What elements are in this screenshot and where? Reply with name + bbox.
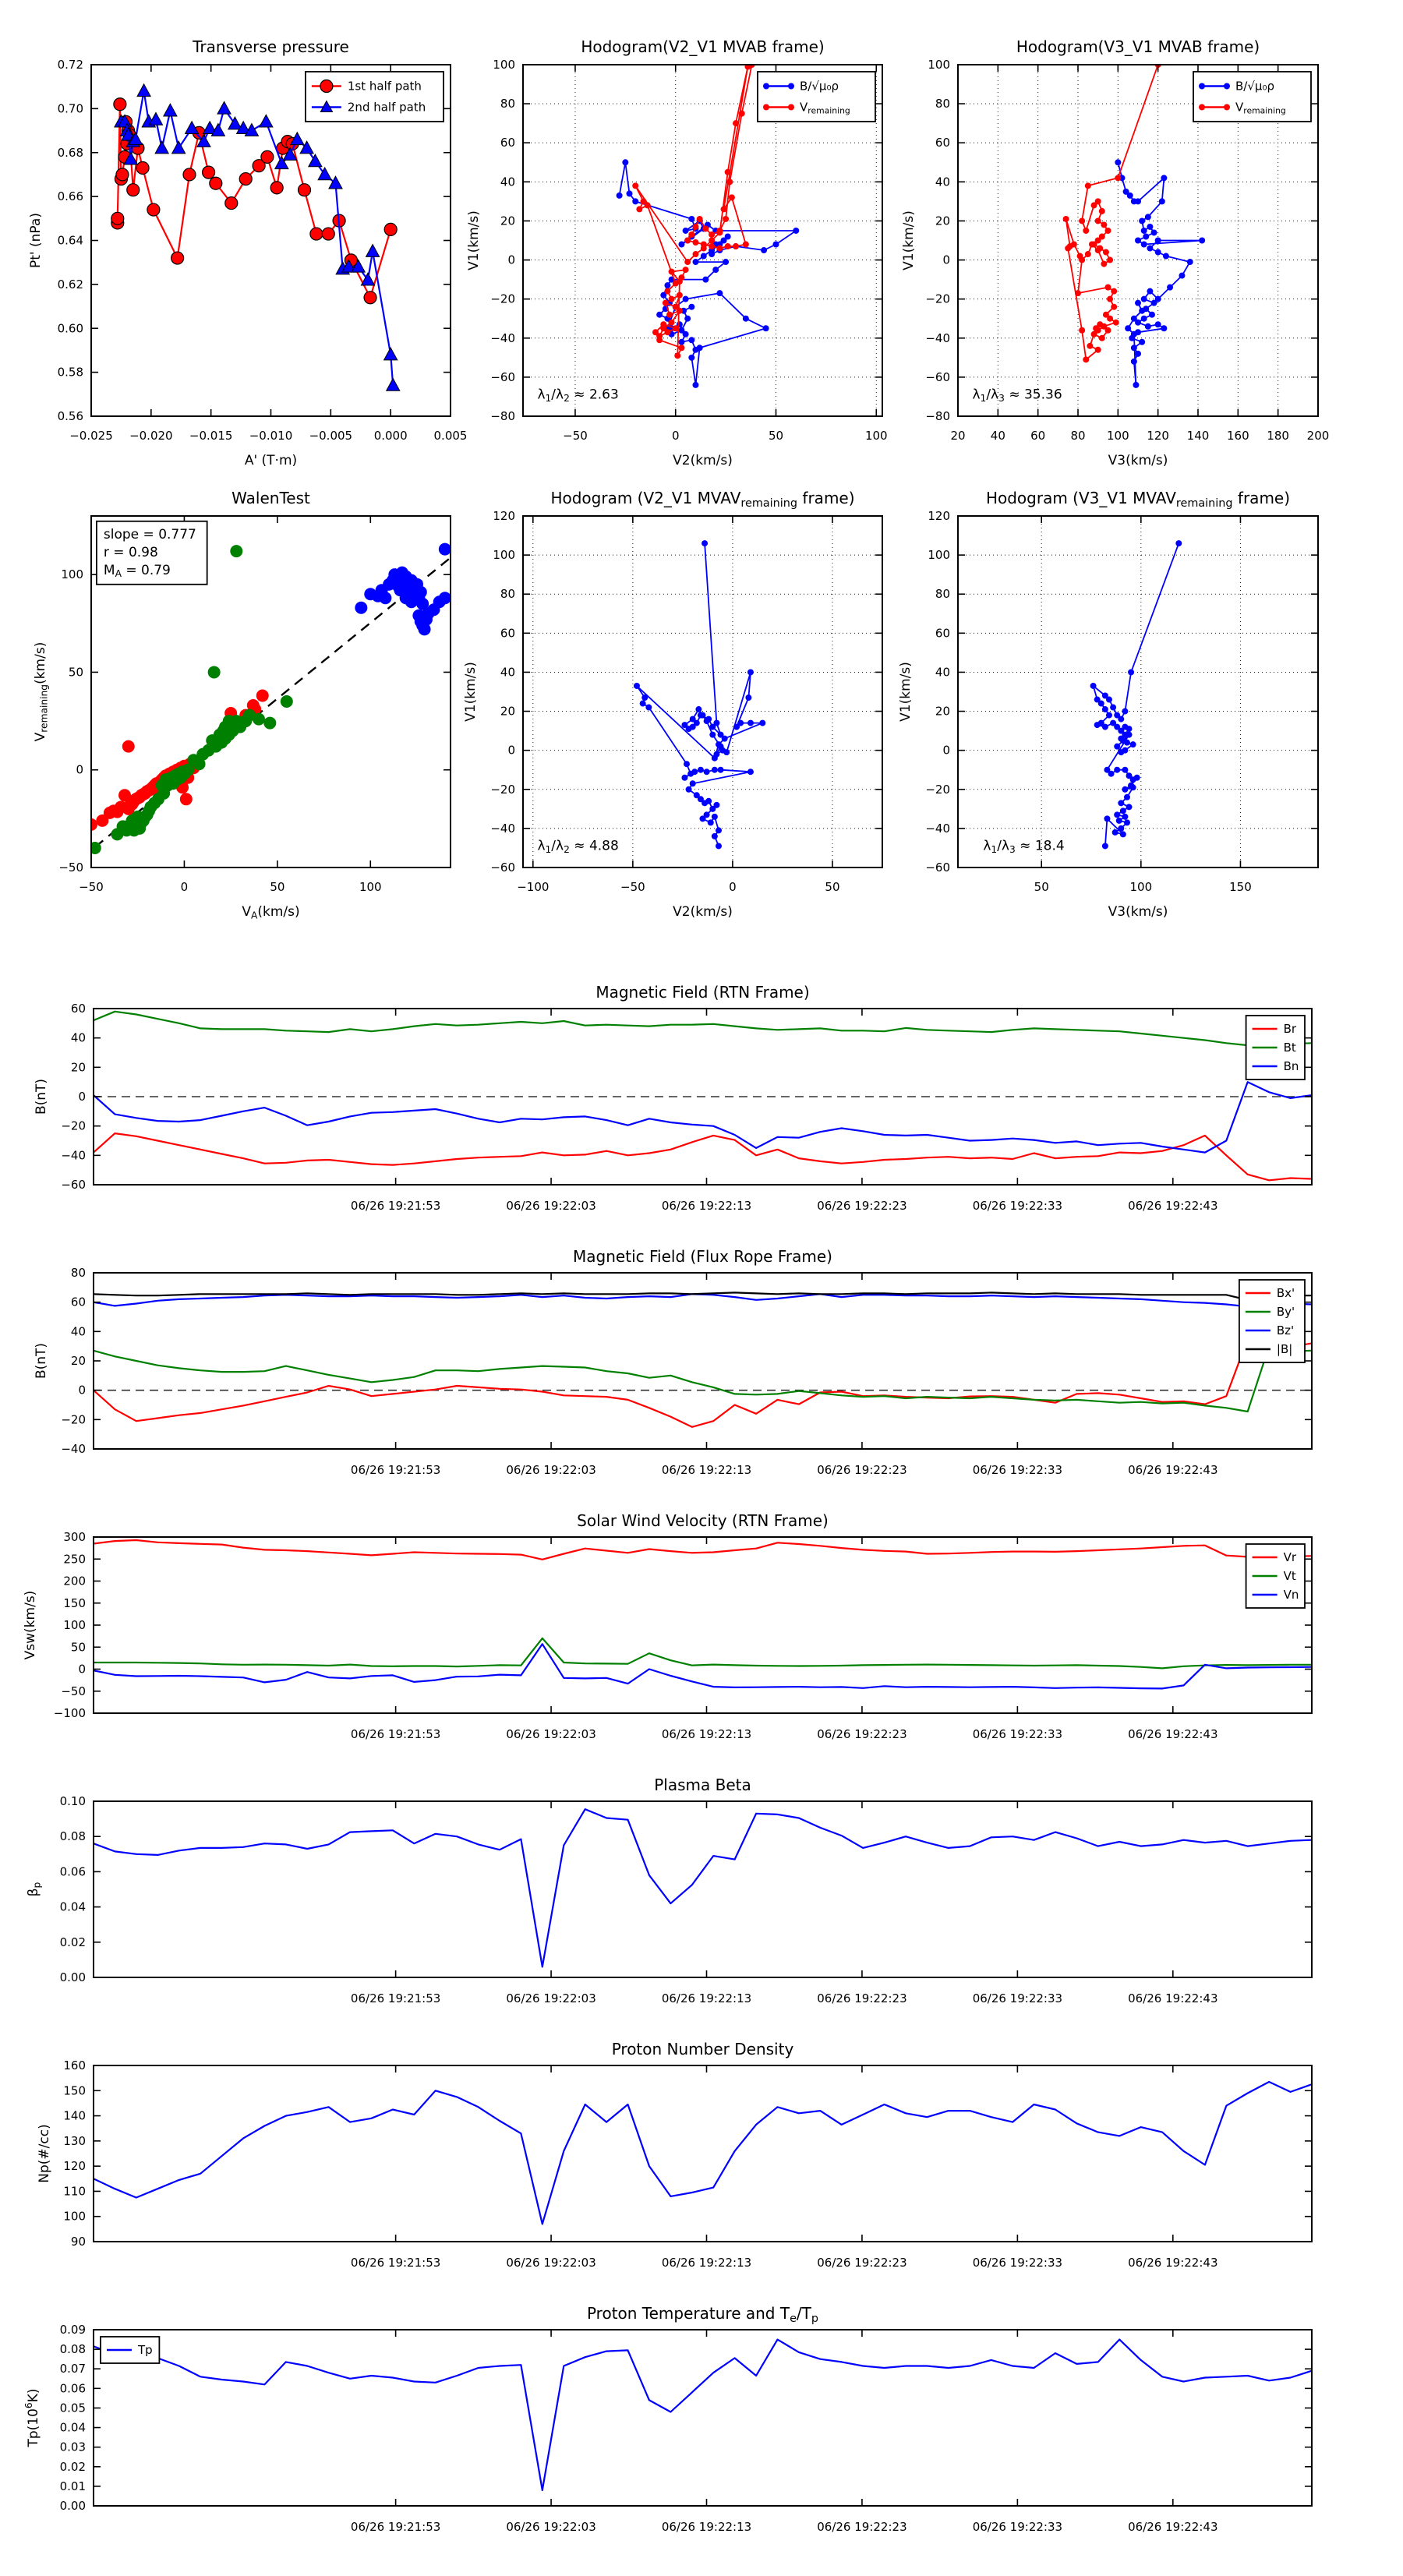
y-axis-label: $Tp(10^6K)$ <box>23 2388 41 2447</box>
svg-text:60: 60 <box>935 136 950 150</box>
svg-text:120: 120 <box>1147 429 1169 443</box>
svg-text:Bx': Bx' <box>1276 1286 1295 1300</box>
svg-text:20: 20 <box>950 429 966 443</box>
svg-text:06/26 19:22:43: 06/26 19:22:43 <box>1128 2520 1218 2534</box>
series-group <box>634 540 765 849</box>
svg-text:−40: −40 <box>490 821 515 836</box>
svg-text:80: 80 <box>935 97 950 111</box>
series-Tp <box>94 2340 1312 2490</box>
series-Vt <box>94 1638 1312 1669</box>
svg-text:2nd half path: 2nd half path <box>347 100 426 115</box>
panel-title: Magnetic Field (Flux Rope Frame) <box>573 1247 832 1266</box>
y-axis-label: V1(km/s) <box>466 210 482 270</box>
svg-text:100: 100 <box>359 880 382 894</box>
svg-text:120: 120 <box>493 509 515 523</box>
series-group <box>82 543 456 858</box>
svg-text:06/26 19:22:33: 06/26 19:22:33 <box>972 1199 1063 1213</box>
panel-magnetic-field-flux-rope <box>34 1247 1312 1477</box>
svg-text:06/26 19:22:03: 06/26 19:22:03 <box>506 1463 596 1477</box>
svg-text:−40: −40 <box>61 1148 86 1163</box>
svg-text:06/26 19:22:23: 06/26 19:22:23 <box>817 1199 907 1213</box>
svg-text:06/26 19:22:03: 06/26 19:22:03 <box>506 1199 596 1213</box>
svg-text:80: 80 <box>500 97 515 111</box>
svg-text:0.08: 0.08 <box>59 2342 86 2357</box>
y-axis-label: V1(km/s) <box>463 662 479 722</box>
y-axis-label: Vsw(km/s) <box>23 1590 38 1660</box>
svg-text:06/26 19:22:23: 06/26 19:22:23 <box>817 2520 907 2534</box>
svg-text:20: 20 <box>70 1060 86 1075</box>
svg-text:By': By' <box>1276 1305 1295 1319</box>
svg-text:Vt: Vt <box>1283 1569 1296 1583</box>
svg-text:06/26 19:22:43: 06/26 19:22:43 <box>1128 1991 1218 2005</box>
svg-text:50: 50 <box>1034 880 1049 894</box>
svg-text:140: 140 <box>1186 429 1210 443</box>
x-axis-label: V2(km/s) <box>673 904 733 920</box>
svg-text:0.08: 0.08 <box>59 1829 86 1844</box>
svg-text:0.72: 0.72 <box>57 58 83 72</box>
svg-text:0: 0 <box>78 1383 86 1398</box>
panel-walen-test <box>33 489 456 921</box>
svg-text:0.00: 0.00 <box>59 1970 86 1984</box>
svg-text:−20: −20 <box>925 782 950 797</box>
svg-text:06/26 19:22:13: 06/26 19:22:13 <box>661 2256 752 2270</box>
panel-magnetic-field-rtn <box>34 983 1312 1213</box>
svg-text:0: 0 <box>507 253 515 267</box>
svg-text:100: 100 <box>61 567 83 582</box>
svg-text:100: 100 <box>1107 429 1129 443</box>
svg-text:100: 100 <box>493 58 515 72</box>
svg-text:06/26 19:22:43: 06/26 19:22:43 <box>1128 1199 1218 1213</box>
series-Vrem <box>635 65 751 355</box>
svg-text:150: 150 <box>1229 880 1252 894</box>
legend <box>1193 72 1311 122</box>
svg-text:100: 100 <box>63 2209 86 2224</box>
panel-title: Proton Number Density <box>611 2040 794 2058</box>
svg-text:40: 40 <box>935 665 950 680</box>
svg-text:0: 0 <box>78 1090 86 1104</box>
markers-B <box>617 159 800 388</box>
legend <box>101 2337 159 2363</box>
svg-text:−0.010: −0.010 <box>249 429 293 443</box>
svg-text:−60: −60 <box>61 1178 86 1192</box>
svg-text:06/26 19:21:53: 06/26 19:21:53 <box>350 2256 441 2270</box>
panel-title: Plasma Beta <box>654 1776 751 1794</box>
annotation: $\lambda_1/\lambda_3 \approx 35.36$ <box>972 387 1062 404</box>
ticks <box>94 2330 1312 2506</box>
svg-text:130: 130 <box>63 2133 86 2148</box>
ticks <box>94 1801 1312 1977</box>
svg-text:0: 0 <box>78 1662 86 1677</box>
svg-text:250: 250 <box>63 1552 86 1567</box>
svg-text:0.68: 0.68 <box>57 145 83 160</box>
svg-text:200: 200 <box>63 1574 86 1588</box>
svg-text:B/√μ₀ρ: B/√μ₀ρ <box>800 79 839 94</box>
svg-text:100: 100 <box>864 429 888 443</box>
ticks <box>958 516 1318 868</box>
series-Bx' <box>94 1339 1312 1427</box>
svg-text:06/26 19:22:33: 06/26 19:22:33 <box>972 1463 1063 1477</box>
svg-text:−40: −40 <box>925 330 950 345</box>
svg-text:0: 0 <box>507 743 515 758</box>
svg-text:0.02: 0.02 <box>59 2459 86 2474</box>
series-beta <box>94 1809 1312 1966</box>
svg-text:−60: −60 <box>490 860 515 875</box>
svg-text:06/26 19:22:23: 06/26 19:22:23 <box>817 1727 907 1741</box>
svg-text:200: 200 <box>1306 429 1330 443</box>
svg-text:0: 0 <box>180 880 189 894</box>
legend <box>1246 1544 1305 1608</box>
svg-text:40: 40 <box>990 429 1005 443</box>
svg-text:0.09: 0.09 <box>59 2323 86 2337</box>
svg-text:100: 100 <box>1129 880 1153 894</box>
series-By' <box>94 1346 1312 1412</box>
y-axis-label: Pt' (nPa) <box>28 213 44 268</box>
panel-title: Transverse pressure <box>193 37 349 56</box>
svg-text:06/26 19:22:33: 06/26 19:22:33 <box>972 1991 1063 2005</box>
svg-text:−50: −50 <box>79 880 104 894</box>
svg-text:20: 20 <box>935 214 950 228</box>
panel-transverse-pressure <box>28 37 467 468</box>
svg-text:−50: −50 <box>58 860 83 875</box>
svg-text:300: 300 <box>63 1530 86 1544</box>
svg-text:40: 40 <box>70 1324 86 1339</box>
svg-text:06/26 19:22:03: 06/26 19:22:03 <box>506 2256 596 2270</box>
panel-proton-temperature <box>23 2304 1312 2534</box>
svg-text:−80: −80 <box>925 409 950 423</box>
annotation: $\lambda_1/\lambda_2 \approx 2.63$ <box>537 387 619 404</box>
svg-text:110: 110 <box>63 2184 86 2199</box>
svg-text:0: 0 <box>76 762 83 777</box>
series-group <box>1090 540 1182 849</box>
legend <box>306 72 444 122</box>
panel-title: Hodogram(V2_V1 MVAB frame) <box>581 37 825 56</box>
svg-text:06/26 19:22:13: 06/26 19:22:13 <box>661 1991 752 2005</box>
svg-text:40: 40 <box>500 665 515 680</box>
panel-title: WalenTest <box>231 489 310 507</box>
grid <box>958 516 1318 868</box>
markers-Vrem <box>632 62 755 359</box>
panel-plasma-beta <box>26 1776 1312 2005</box>
svg-text:90: 90 <box>70 2235 86 2249</box>
svg-text:−60: −60 <box>490 369 515 384</box>
svg-text:−60: −60 <box>925 369 950 384</box>
series-group <box>1063 62 1206 388</box>
svg-text:Bz': Bz' <box>1276 1323 1295 1337</box>
svg-text:06/26 19:22:33: 06/26 19:22:33 <box>972 1727 1063 1741</box>
svg-text:06/26 19:21:53: 06/26 19:21:53 <box>350 2520 441 2534</box>
svg-text:60: 60 <box>935 626 950 641</box>
svg-text:60: 60 <box>500 626 515 641</box>
svg-text:06/26 19:22:13: 06/26 19:22:13 <box>661 1199 752 1213</box>
svg-text:50: 50 <box>70 1640 86 1655</box>
series-group <box>94 2082 1312 2224</box>
svg-text:0.62: 0.62 <box>57 277 83 292</box>
svg-text:−0.015: −0.015 <box>189 429 233 443</box>
y-axis-label: $V_{remaining}(km/s)$ <box>33 641 50 742</box>
svg-text:60: 60 <box>70 1002 86 1016</box>
svg-text:Vremaining: $V_{remaining}$ <box>800 100 850 116</box>
x-axis-label: V2(km/s) <box>673 453 733 468</box>
x-axis-label: A' (T·m) <box>244 453 298 468</box>
svg-text:0: 0 <box>942 253 950 267</box>
markers-blue <box>355 543 451 636</box>
svg-text:−20: −20 <box>490 782 515 797</box>
svg-text:80: 80 <box>935 587 950 602</box>
svg-text:160: 160 <box>63 2058 86 2072</box>
svg-text:100: 100 <box>928 548 950 563</box>
svg-text:0.05: 0.05 <box>59 2401 86 2415</box>
svg-text:0.03: 0.03 <box>59 2440 86 2454</box>
svg-text:160: 160 <box>1227 429 1249 443</box>
svg-text:0: 0 <box>671 429 680 443</box>
svg-text:−100: −100 <box>53 1706 86 1720</box>
svg-text:Vr: Vr <box>1283 1550 1297 1564</box>
svg-text:60: 60 <box>1030 429 1046 443</box>
svg-text:80: 80 <box>70 1266 86 1280</box>
svg-text:0.07: 0.07 <box>59 2362 86 2376</box>
svg-text:0.00: 0.00 <box>59 2499 86 2513</box>
svg-text:0.04: 0.04 <box>59 2420 86 2435</box>
svg-text:Bt: Bt <box>1283 1041 1296 1055</box>
svg-text:1st half path: 1st half path <box>347 79 422 94</box>
grid <box>523 516 882 868</box>
panel-title: Hodogram (V2_V1 $MVAV_{remaining}$ frame) <box>550 489 855 510</box>
svg-text:0.64: 0.64 <box>57 233 83 248</box>
series-Vr <box>94 1540 1312 1560</box>
series-Br <box>94 1133 1312 1180</box>
svg-text:60: 60 <box>70 1295 86 1309</box>
svg-text:0.04: 0.04 <box>59 1899 86 1914</box>
svg-text:−50: −50 <box>620 880 645 894</box>
svg-text:−20: −20 <box>490 292 515 306</box>
svg-text:0: 0 <box>729 880 737 894</box>
svg-text:20: 20 <box>500 704 515 719</box>
svg-text:40: 40 <box>70 1030 86 1045</box>
svg-text:−100: −100 <box>517 880 550 894</box>
series-group <box>94 1012 1312 1181</box>
svg-text:0.66: 0.66 <box>57 189 83 204</box>
svg-text:MA = 0.79: $M_A = 0.79$ <box>103 562 171 580</box>
svg-text:slope = 0.777: slope = 0.777 <box>103 526 196 542</box>
svg-text:20: 20 <box>935 704 950 719</box>
series-Np <box>94 2082 1312 2224</box>
series-Bz' <box>94 1294 1312 1306</box>
svg-text:60: 60 <box>500 136 515 150</box>
svg-text:0.000: 0.000 <box>373 429 408 443</box>
svg-text:r = 0.98: r = 0.98 <box>103 544 158 560</box>
svg-text:06/26 19:22:33: 06/26 19:22:33 <box>972 2256 1063 2270</box>
series-group <box>94 1809 1312 1966</box>
svg-text:Tp: Tp <box>138 2343 153 2357</box>
legend <box>1246 1016 1305 1080</box>
svg-text:06/26 19:22:43: 06/26 19:22:43 <box>1128 2256 1218 2270</box>
svg-text:06/26 19:22:23: 06/26 19:22:23 <box>817 2256 907 2270</box>
annotation: $\lambda_1/\lambda_2 \approx 4.88$ <box>537 838 619 855</box>
series-group <box>94 1540 1312 1688</box>
svg-text:06/26 19:22:13: 06/26 19:22:13 <box>661 1727 752 1741</box>
legend <box>758 72 875 122</box>
svg-text:80: 80 <box>500 587 515 602</box>
svg-text:Br: Br <box>1283 1022 1297 1036</box>
panel-proton-number-density <box>37 2040 1312 2270</box>
markers-B <box>1115 159 1205 388</box>
svg-text:06/26 19:22:13: 06/26 19:22:13 <box>661 1463 752 1477</box>
panel-hodogram-v3v1-mvav <box>898 489 1318 920</box>
panel-title: Hodogram (V3_V1 $MVAV_{remaining}$ frame) <box>985 489 1291 510</box>
svg-text:100: 100 <box>493 548 515 563</box>
svg-text:06/26 19:22:03: 06/26 19:22:03 <box>506 1991 596 2005</box>
svg-text:−40: −40 <box>925 821 950 836</box>
svg-text:06/26 19:22:13: 06/26 19:22:13 <box>661 2520 752 2534</box>
panel-hodogram-v3v1-mvab <box>901 37 1329 468</box>
svg-text:Vremaining: $V_{remaining}$ <box>1235 100 1286 116</box>
svg-text:06/26 19:22:43: 06/26 19:22:43 <box>1128 1727 1218 1741</box>
y-axis-label: B(nT) <box>34 1342 49 1380</box>
plot-frame <box>94 2065 1312 2242</box>
svg-text:120: 120 <box>928 509 950 523</box>
panel-title: Magnetic Field (RTN Frame) <box>595 983 810 1002</box>
series-Vrem <box>1066 65 1158 359</box>
svg-text:B/√μ₀ρ: B/√μ₀ρ <box>1235 79 1274 94</box>
y-axis-label: V1(km/s) <box>901 210 917 270</box>
svg-text:06/26 19:22:03: 06/26 19:22:03 <box>506 1727 596 1741</box>
svg-text:−0.025: −0.025 <box>69 429 113 443</box>
plot-frame <box>94 1537 1312 1713</box>
panel-solar-wind-velocity <box>23 1511 1312 1741</box>
svg-text:−20: −20 <box>61 1412 86 1427</box>
svg-text:−80: −80 <box>490 409 515 423</box>
svg-text:50: 50 <box>825 880 840 894</box>
plot-frame <box>94 2330 1312 2506</box>
x-axis-label: V3(km/s) <box>1108 453 1168 468</box>
svg-text:06/26 19:21:53: 06/26 19:21:53 <box>350 1991 441 2005</box>
svg-text:06/26 19:22:23: 06/26 19:22:23 <box>817 1991 907 2005</box>
svg-text:Vn: Vn <box>1283 1588 1299 1602</box>
x-axis-label: $V_A(km/s)$ <box>242 904 300 921</box>
panel-hodogram-v2v1-mvav <box>463 489 882 920</box>
svg-text:06/26 19:22:43: 06/26 19:22:43 <box>1128 1463 1218 1477</box>
svg-text:0.06: 0.06 <box>59 1864 86 1879</box>
plot-frame <box>523 516 882 868</box>
series-group <box>94 1292 1312 1426</box>
x-axis-label: V3(km/s) <box>1108 904 1168 920</box>
y-axis-label: B(nT) <box>34 1078 49 1115</box>
svg-text:−20: −20 <box>925 292 950 306</box>
svg-text:0.005: 0.005 <box>433 429 468 443</box>
svg-text:Bn: Bn <box>1283 1059 1299 1073</box>
svg-text:06/26 19:22:33: 06/26 19:22:33 <box>972 2520 1063 2534</box>
legend <box>1239 1280 1305 1362</box>
ticks <box>523 516 882 868</box>
panel-title: Hodogram(V3_V1 MVAB frame) <box>1016 37 1260 56</box>
svg-text:06/26 19:21:53: 06/26 19:21:53 <box>350 1727 441 1741</box>
svg-text:40: 40 <box>500 175 515 189</box>
svg-text:0.02: 0.02 <box>59 1935 86 1949</box>
annotation: $\lambda_1/\lambda_3 \approx 18.4$ <box>983 838 1065 855</box>
svg-text:20: 20 <box>70 1354 86 1368</box>
svg-text:50: 50 <box>768 429 784 443</box>
svg-text:120: 120 <box>63 2159 86 2174</box>
svg-text:−40: −40 <box>61 1442 86 1456</box>
svg-text:06/26 19:21:53: 06/26 19:21:53 <box>350 1199 441 1213</box>
svg-text:0.60: 0.60 <box>57 321 83 336</box>
svg-text:−40: −40 <box>490 330 515 345</box>
panel-hodogram-v2v1-mvab <box>466 37 888 468</box>
svg-text:06/26 19:22:03: 06/26 19:22:03 <box>506 2520 596 2534</box>
svg-text:100: 100 <box>928 58 950 72</box>
markers-red <box>85 690 269 831</box>
svg-text:150: 150 <box>63 1595 86 1610</box>
svg-text:0.56: 0.56 <box>57 409 83 423</box>
series-Bn <box>94 1082 1312 1152</box>
svg-text:06/26 19:22:23: 06/26 19:22:23 <box>817 1463 907 1477</box>
y-axis-label: $\beta_p$ <box>26 1882 43 1897</box>
svg-text:150: 150 <box>63 2083 86 2098</box>
svg-text:50: 50 <box>68 665 83 680</box>
svg-text:−50: −50 <box>61 1684 86 1698</box>
series-Bt <box>94 1012 1312 1045</box>
plot-frame <box>958 516 1318 868</box>
series-group <box>111 84 400 390</box>
annotation-box <box>97 521 207 585</box>
ticks <box>94 2065 1312 2242</box>
svg-text:0: 0 <box>942 743 950 758</box>
svg-text:20: 20 <box>500 214 515 228</box>
series-group <box>94 2340 1312 2490</box>
svg-text:180: 180 <box>1267 429 1289 443</box>
svg-text:−60: −60 <box>925 860 950 875</box>
series-B <box>620 162 797 385</box>
svg-text:0.70: 0.70 <box>57 101 83 116</box>
svg-text:−20: −20 <box>61 1118 86 1133</box>
panel-title: Solar Wind Velocity (RTN Frame) <box>577 1511 829 1530</box>
svg-text:06/26 19:21:53: 06/26 19:21:53 <box>350 1463 441 1477</box>
svg-text:0.58: 0.58 <box>57 365 83 380</box>
svg-text:−50: −50 <box>563 429 588 443</box>
svg-text:140: 140 <box>63 2108 86 2123</box>
svg-text:40: 40 <box>935 175 950 189</box>
markers-V <box>1090 540 1182 849</box>
ticks <box>94 1537 1312 1713</box>
svg-text:0.10: 0.10 <box>59 1794 86 1808</box>
svg-text:50: 50 <box>270 880 285 894</box>
svg-text:0.06: 0.06 <box>59 2381 86 2396</box>
svg-text:−0.020: −0.020 <box>129 429 173 443</box>
svg-text:0.01: 0.01 <box>59 2479 86 2493</box>
panel-title: Proton Temperature and $T_e/T_p$ <box>586 2304 819 2325</box>
y-axis-label: V1(km/s) <box>898 662 914 722</box>
markers-V <box>634 540 765 849</box>
plot-frame <box>94 1801 1312 1977</box>
svg-text:|B|: |B| <box>1276 1342 1293 1356</box>
svg-text:100: 100 <box>63 1618 86 1632</box>
y-axis-label: Np(#/cc) <box>37 2124 52 2183</box>
svg-text:−0.005: −0.005 <box>309 429 353 443</box>
svg-text:80: 80 <box>1070 429 1086 443</box>
